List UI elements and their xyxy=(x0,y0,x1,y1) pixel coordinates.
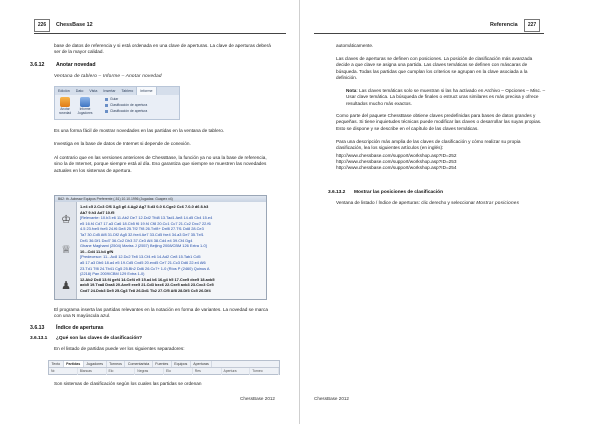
paragraph: Al contrario que en las versiones anteriores de ChessBase, la función ya no usa la base de referencia, sino la de Internet, porque siempre está al día. Eso garantiza que siempre se muestren las novedades actuales en los sistemas de apertura. xyxy=(54,155,267,173)
page-footer: ChessBase 2012 xyxy=(314,396,349,401)
column-header[interactable]: Blancas xyxy=(78,368,107,375)
section-number: 3.6.13.2 xyxy=(328,190,346,195)
clasificacion-button-2[interactable]: Clasificación de apertura xyxy=(105,109,147,114)
note-label: Nota xyxy=(346,88,357,93)
column-header[interactable]: Nr. xyxy=(49,368,78,375)
list-tab[interactable]: Fuentes xyxy=(153,361,172,367)
paragraph: automáticamente. xyxy=(336,43,374,48)
notation-line: Ta7 30.Cd5 Af8 31.Df2 Ag5 32.fxe4 Ae7 33.Cd5 fxe4 34.a3 De7 35.Txf1 xyxy=(80,231,204,237)
column-header[interactable]: Elo xyxy=(164,368,193,375)
list-tab[interactable]: Torneos xyxy=(107,361,126,367)
section-number: 3.6.13.1 xyxy=(30,336,48,341)
list-tab[interactable]: Jugadores xyxy=(84,361,107,367)
note-paragraph xyxy=(346,88,546,107)
notation-line: axb5 19.Txa8 Dxa8 20.Axe5 exe5 21.Cd3 bxc6 22.Cxe5 axb3 23.Cxc3 Ce5 xyxy=(80,282,214,288)
menu-path-show: Ventana de listado / Índice de aperturas: clic derecho y seleccionar Mostrar posiciones xyxy=(336,200,520,205)
article-link[interactable]: http://www.chessbase.com/support/workshop.asp?ID=254 xyxy=(336,165,457,170)
column-header[interactable]: Elo xyxy=(107,368,136,375)
paragraph: Las claves de aperturas se definen con posiciones. La posición de clasificación más avanzada decide a que clave se asigna una partida. Las claves temáticas se definen con máscaras de búsqueda. Todas las partidas que cumplan los criterios se agrupan en la clave asociada a la definición. xyxy=(336,56,533,81)
button-label: Anotar novedad xyxy=(58,107,72,115)
list-tabs-screenshot xyxy=(48,360,280,375)
paragraph: En el listado de partidas puede ver los siguientes separadores: xyxy=(54,346,185,351)
queen-icon: ♕ xyxy=(61,243,71,256)
header-rule xyxy=(34,33,286,34)
notation-screenshot xyxy=(54,195,267,300)
column-header[interactable]: Torneo xyxy=(250,368,279,375)
page-number: 227 xyxy=(524,19,540,32)
section-heading-36132 xyxy=(328,190,443,195)
section-heading-3612 xyxy=(30,62,96,68)
list-tab[interactable]: Equipos xyxy=(172,361,191,367)
column-header[interactable]: Negras xyxy=(135,368,164,375)
clasificacion-button[interactable]: Clasificación de apertura xyxy=(105,103,147,108)
notation-line: 1.e4 c5 2.Cc3 Cf6 3.g3 g6 4.Ag2 Ag7 5.d3 0-0 6.Cge2 Cc6 7.0-0 d6 8.h3 xyxy=(80,204,209,209)
king-icon: ♔ xyxy=(61,213,71,226)
column-header[interactable]: Res xyxy=(193,368,222,375)
notation-line: Ab7 9.h3 Ad7 10.f5 xyxy=(80,209,115,215)
notation-line: Cxd7 24.Dxb3 De5 25.Cg3 Te8 26.Dd1 Tb2 27.Cf5 Af8 28.Df3 Cc5 26.Df4 xyxy=(80,287,211,293)
anotar-novedad-button[interactable] xyxy=(57,97,73,115)
section-title: Índice de aperturas xyxy=(56,325,104,331)
novelty-icon xyxy=(60,97,70,107)
section-heading-36131 xyxy=(30,336,142,341)
guiar-button[interactable]: Guiar xyxy=(105,97,118,102)
ribbon-tab[interactable]: Vista xyxy=(89,89,98,93)
page-footer: ChessBase 2012 xyxy=(240,396,275,401)
notation-line: (2218) Pan 2009/CBM 129 Extra 1-0) xyxy=(80,271,145,277)
notation-line: [Relevante: 10.b3 e6 11.Ab2 De7 12.Dd2 Tfd8 13.Tad1 Ae8 14.d5 Cb4 15.e4 xyxy=(80,215,213,221)
list-tab[interactable]: Comentarista xyxy=(125,361,152,367)
ribbon-tabs xyxy=(55,87,179,95)
article-link[interactable]: http://www.chessbase.com/support/workshop.asp?ID=253 xyxy=(336,159,457,164)
article-link[interactable]: http://www.chessbase.com/support/workshop.asp?ID=252 xyxy=(336,153,457,158)
ribbon-tab-active[interactable]: Informe xyxy=(136,87,156,95)
menu-path-novedad: Ventana de tablero – Informe – Anotar novedad xyxy=(54,73,162,78)
paragraph: Son sistemas de clasificación según los cuales las partidas se ordenan xyxy=(54,381,202,386)
ribbon-tab[interactable]: Tablero xyxy=(121,89,134,93)
menu-command: Mostrar posiciones xyxy=(476,200,520,205)
list-column-headers xyxy=(49,368,279,375)
notation-sidebar xyxy=(55,202,77,299)
classify-icon xyxy=(105,110,108,113)
notation-line: Ghane Maghami (2504) Mariss J (2557) Beijing 2008/CBM 126 Extra 1-0] xyxy=(80,243,207,249)
section-number: 3.6.12 xyxy=(30,62,45,68)
classify-icon xyxy=(105,104,108,107)
page-number: 226 xyxy=(34,19,50,32)
column-header[interactable]: Apertura xyxy=(222,368,251,375)
notation-line: [Predecesor: 11...Ac8 12.Dc2 Te8 13.Cf4 e6 14.Ad2 Ce8 15.Tab1 Cd5 xyxy=(80,254,201,260)
header-rule xyxy=(314,33,544,34)
section-title: ¿Qué son las claves de clasificación? xyxy=(56,336,143,341)
list-tab[interactable]: Texto xyxy=(49,361,64,367)
section-title: Anotar novedad xyxy=(56,62,96,68)
notation-line: 12.Ab2 Dc8 13.f4 gxf4 14.Cxf4 e5 15.a4 b6 16.g4 h5 17.Cxe5 dxe5 18.axb5 xyxy=(80,276,215,282)
notation-line: a5 17.a3 Db6 18.a4 e5 19.Cd5 Cxd5 20.exd5 Ce7 21.Cc3 Dd6 22.e4 Af6 xyxy=(80,259,206,265)
notation-line: e5 16.f4 Cd7 17.a3 Ca6 18.Cb5 f6 19.f4 Cf8 20.Cc1 Cc7 21.Cc2 Dxc7 22.f6 xyxy=(80,220,211,226)
paragraph: Como parte del paquete ChessBase obtiene claves predefinidas para bases de datos grandes y pequeñas. Si tiene inquietudes técnicas puede modificar las claves o desarrollar las suyas propias. Esto se dispone y se describe en el capítulo de las claves temáticas. xyxy=(336,113,542,131)
notation-line-novelty: 10...Cd4 11.b4 gfN xyxy=(80,248,114,254)
intro-paragraph: base de datos de referencia y si está ordenada en una clave de aperturas. La clave de aperturas deberá ser de la mayor calidad. xyxy=(54,43,271,55)
right-page xyxy=(300,0,600,424)
guide-icon xyxy=(105,98,108,101)
running-header: ChessBase 12 xyxy=(56,22,93,28)
list-tab[interactable]: Aperturas xyxy=(191,361,213,367)
button-label: Informe Jugadores xyxy=(77,107,93,115)
informe-jugadores-button[interactable] xyxy=(77,97,93,115)
paragraph: Es una forma fácil de mostrar novedades en las partidas en la ventana de tablero. xyxy=(54,128,225,133)
note-text: : Las claves temáticas solo se muestran si las ha activado en Archivo – Opciones – Misc. – Usar clave temática. La búsqueda de finales o estruct uras similares es más precisa y ofrece resultados mucho más exactos. xyxy=(346,88,546,106)
ribbon-tab[interactable]: Dato xyxy=(75,89,84,93)
list-tab-bar xyxy=(49,361,279,368)
notation-line: 4.5 23.fxe5 fxe5 24.f6 De8 25.Tf2 Tf8 26.Txf8+ Dxf8 27.Tf1 Dd8 28.Ce3 xyxy=(80,226,204,232)
section-title: Mostrar las posiciones de clasificación xyxy=(354,190,444,195)
paragraph: Investiga en la base de datos de Internet si depende de conexión. xyxy=(54,141,191,146)
notation-text xyxy=(80,204,263,294)
ribbon-tab[interactable]: Edición xyxy=(58,89,70,93)
notation-line: 23.Td1 Tf8 24.Tb41 Cg5 25.Bh2 Dd6 26.Cc7+ 1-0 (Ríos P (2460) Quinus A xyxy=(80,265,210,271)
section-number: 3.6.13 xyxy=(30,325,45,331)
paragraph: El programa inserta las partidas relevantes en la notación en forma de variantes. La novedad se marca con una N mayúscula azul. xyxy=(54,307,268,319)
notation-line: Dxf1 36.Df1 Dxd7 36.Cc2 Dh3 37.Ce3 Af4 38.Cd4 e4 39.Cf4 Dg4 xyxy=(80,237,193,243)
report-icon xyxy=(80,97,90,107)
pawn-icon: ♟ xyxy=(61,279,71,292)
ribbon-tab[interactable]: Insertar xyxy=(103,89,116,93)
ribbon-screenshot xyxy=(54,86,180,120)
notation-title-bar: B62: th. Acbeaw Equipos Preferente (-51) 10.10.1996 (Jugadas: Guapex v4) xyxy=(55,196,266,202)
paragraph: Para una descripción más amplia de las claves de clasificación y cómo realizar su propia clasificación, lea los siguientes artículos (en inglés): xyxy=(336,139,521,151)
list-tab-active[interactable]: Partidas xyxy=(64,361,84,367)
running-header: Referencia xyxy=(490,22,518,28)
section-heading-3613 xyxy=(30,325,104,331)
